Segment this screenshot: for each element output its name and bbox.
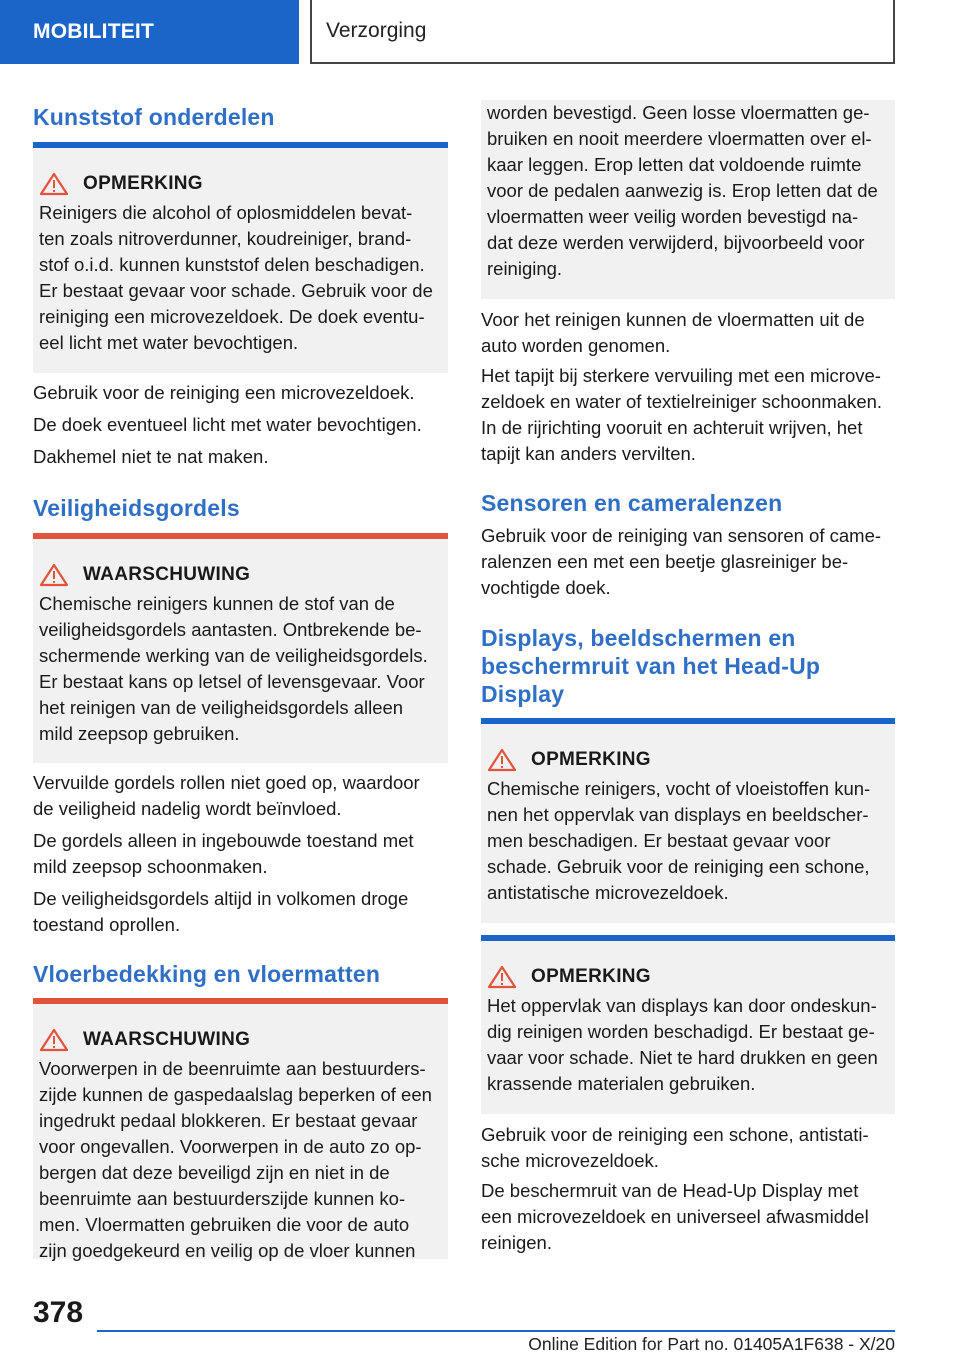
note-text: Het oppervlak van displays kan door ondeskun- dig reinigen worden beschadigd. Er bestaat ge- vaar voor schade. Niet te hard drukken en geen krassende materialen gebruiken. xyxy=(487,995,878,1094)
note-text: Chemische reinigers, vocht of vloeistoffen kun- nen het oppervlak van displays en beeldscher- men beschadigen. Er bestaat gevaar voor schade. Gebruik voor de reiniging een schone, antistatische microvezeldoek. xyxy=(487,778,871,903)
heading-kunststof: Kunststof onderdelen xyxy=(33,104,275,130)
note-label: OPMERKING xyxy=(531,966,651,987)
warning-text: Voorwerpen in de beenruimte aan bestuurders- zijde kunnen de gaspedaalslag beperken of een ingedrukt pedaal blokkeren. Er bestaat gevaar voor ongevallen. Voorwerpen in de auto zo op- bergen dat deze beveiligd zijn en niet in de beenruimte aan bestuurderszijde kunnen ko- men. Vloermatten gebruiken die voor de auto zijn goedgekeurd en veilig op de vloer kunnen xyxy=(39,1058,432,1261)
note-box-displays-2 xyxy=(481,935,895,1114)
warning-triangle-icon xyxy=(487,965,517,989)
paragraph: Het tapijt bij sterkere vervuiling met een microve- zeldoek en water of textielreiniger schoonmaken. In de rijrichting vooruit en achteruit wrijven, het tapijt kan anders vervilten. xyxy=(481,365,883,464)
chapter-title: Verzorging xyxy=(310,0,895,64)
paragraph: De gordels alleen in ingebouwde toestand met mild zeepsop schoonmaken. xyxy=(33,830,414,877)
heading-veiligheidsgordels: Veiligheidsgordels xyxy=(33,495,240,521)
warning-triangle-icon xyxy=(487,748,517,772)
warning-triangle-icon xyxy=(39,563,69,587)
paragraph: Voor het reinigen kunnen de vloermatten uit de auto worden genomen. xyxy=(481,309,865,356)
warning-box-vloer xyxy=(33,998,448,1259)
warning-box-gordels xyxy=(33,533,448,763)
paragraph: Gebruik voor de reiniging een microvezeldoek. xyxy=(33,382,415,403)
paragraph: Dakhemel niet te nat maken. xyxy=(33,446,269,467)
paragraph: Gebruik voor de reiniging van sensoren of came- ralenzen een met een beetje glasreiniger be- vochtigde doek. xyxy=(481,525,882,598)
warning-box-vloer-continued xyxy=(481,100,895,299)
note-label: OPMERKING xyxy=(531,749,651,770)
section-tab: MOBILITEIT xyxy=(0,0,299,64)
heading-displays: Displays, beeldschermen en beschermruit van het Head-Up Display xyxy=(481,625,821,707)
warning-label: WAARSCHUWING xyxy=(83,1029,251,1050)
footer-divider xyxy=(97,1330,895,1332)
note-box-displays xyxy=(481,718,895,923)
paragraph: De beschermruit van de Head-Up Display met een microvezeldoek en universeel afwasmiddel reinigen. xyxy=(481,1180,869,1253)
page-number: 378 xyxy=(33,1296,84,1329)
note-text: Reinigers die alcohol of oplosmiddelen bevat- ten zoals nitroverdunner, koudreiniger, brand- stof o.i.d. kunnen kunststof delen beschadigen. Er bestaat gevaar voor schade. Gebruik voor de reiniging een microvezeldoek. De doek eventu- eel licht met water bevochtigen. xyxy=(39,202,433,353)
warning-triangle-icon xyxy=(39,172,69,196)
warning-label: WAARSCHUWING xyxy=(83,564,251,585)
note-label: OPMERKING xyxy=(83,173,203,194)
paragraph: Gebruik voor de reiniging een schone, antistati- sche microvezeldoek. xyxy=(481,1124,869,1171)
warning-triangle-icon xyxy=(39,1028,69,1052)
warning-text: Chemische reinigers kunnen de stof van de veiligheidsgordels aantasten. Ontbrekende be- schermende werking van de veiligheidsgordels. Er bestaat kans op letsel of levensgevaar. Voor het reinigen van de veiligheidsgordels alleen mild zeepsop gebruiken. xyxy=(39,593,428,744)
paragraph: De veiligheidsgordels altijd in volkomen droge toestand oprollen. xyxy=(33,888,409,935)
warning-text: worden bevestigd. Geen losse vloermatten ge- bruiken en nooit meerdere vloermatten over el- kaar leggen. Erop letten dat voldoende ruimte voor de pedalen aanwezig is. Erop letten dat de vloermatten weer veilig worden bevestigd na- dat deze werden verwijderd, bijvoorbeeld voor reiniging. xyxy=(487,102,878,279)
heading-vloerbedekking: Vloerbedekking en vloermatten xyxy=(33,961,381,987)
heading-sensoren: Sensoren en cameralenzen xyxy=(481,490,783,516)
footer-edition: Online Edition for Part no. 01405A1F638 - X/20 xyxy=(528,1334,895,1354)
paragraph: De doek eventueel licht met water bevochtigen. xyxy=(33,414,422,435)
paragraph: Vervuilde gordels rollen niet goed op, waardoor de veiligheid nadelig wordt beïnvloed. xyxy=(33,772,420,819)
note-box-kunststof xyxy=(33,142,448,373)
